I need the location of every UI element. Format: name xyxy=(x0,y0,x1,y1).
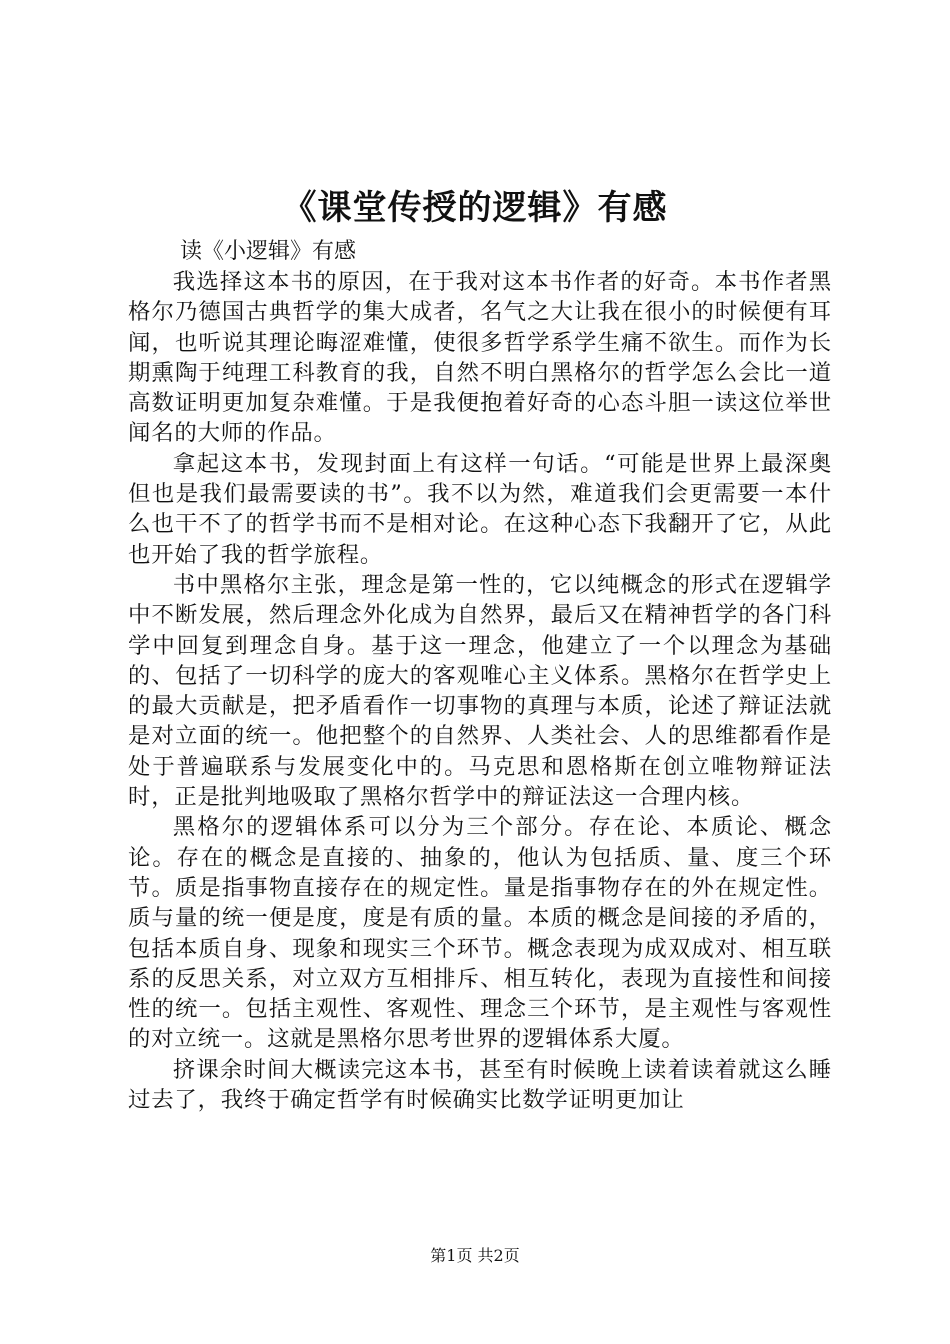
page-number-footer: 第1页 共2页 xyxy=(430,1246,520,1265)
paragraph: 黑格尔的逻辑体系可以分为三个部分。存在论、本质论、概念论。存在的概念是直接的、抽象的，他认为包括质、量、度三个环节。质是指事物直接存在的规定性。量是指事物存在的外在规定性。质与量的统一便是度，度是有质的量。本质的概念是间接的矛盾的，包括本质自身、现象和现实三个环节。概念表现为成双成对、相互联系的反思关系，对立双方互相排斥、相互转化，表现为直接性和间接性的统一。包括主观性、客观性、理念三个环节，是主观性与客观性的对立统一。这就是黑格尔思考世界的逻辑体系大厦。 xyxy=(128,814,832,1053)
document-title: 《课堂传授的逻辑》有感 xyxy=(282,188,668,228)
paragraph: 挤课余时间大概读完这本书，甚至有时候晚上读着读着就这么睡过去了，我终于确定哲学有时候确实比数学证明更加让 xyxy=(128,1056,832,1114)
paragraph: 书中黑格尔主张，理念是第一性的，它以纯概念的形式在逻辑学中不断发展，然后理念外化成为自然界，最后又在精神哲学的各门科学中回复到理念自身。基于这一理念，他建立了一个以理念为基础的、包括了一切科学的庞大的客观唯心主义体系。黑格尔在哲学史上的最大贡献是，把矛盾看作一切事物的真理与本质，论述了辩证法就是对立面的统一。他把整个的自然界、人类社会、人的思维都看作是处于普遍联系与发展变化中的。马克思和恩格斯在创立唯物辩证法时，正是批判地吸取了黑格尔哲学中的辩证法这一合理内核。 xyxy=(128,571,832,811)
paragraph: 我选择这本书的原因，在于我对这本书作者的好奇。本书作者黑格尔乃德国古典哲学的集大成者，名气之大让我在很小的时候便有耳闻，也听说其理论晦涩难懂，使很多哲学系学生痛不欲生。而作为长期熏陶于纯理工科教育的我，自然不明白黑格尔的哲学怎么会比一道高数证明更加复杂难懂。于是我便抱着好奇的心态斗胆一读这位举世闻名的大师的作品。 xyxy=(128,269,832,447)
document-subtitle: 读《小逻辑》有感 xyxy=(180,239,357,264)
paragraph: 拿起这本书，发现封面上有这样一句话。“可能是世界上最深奥但也是我们最需要读的书”。我不以为然，难道我们会更需要一本什么也干不了的哲学书而不是相对论。在这种心态下我翻开了它，从此也开始了我的哲学旅程。 xyxy=(128,450,832,568)
document-body xyxy=(128,267,832,1115)
